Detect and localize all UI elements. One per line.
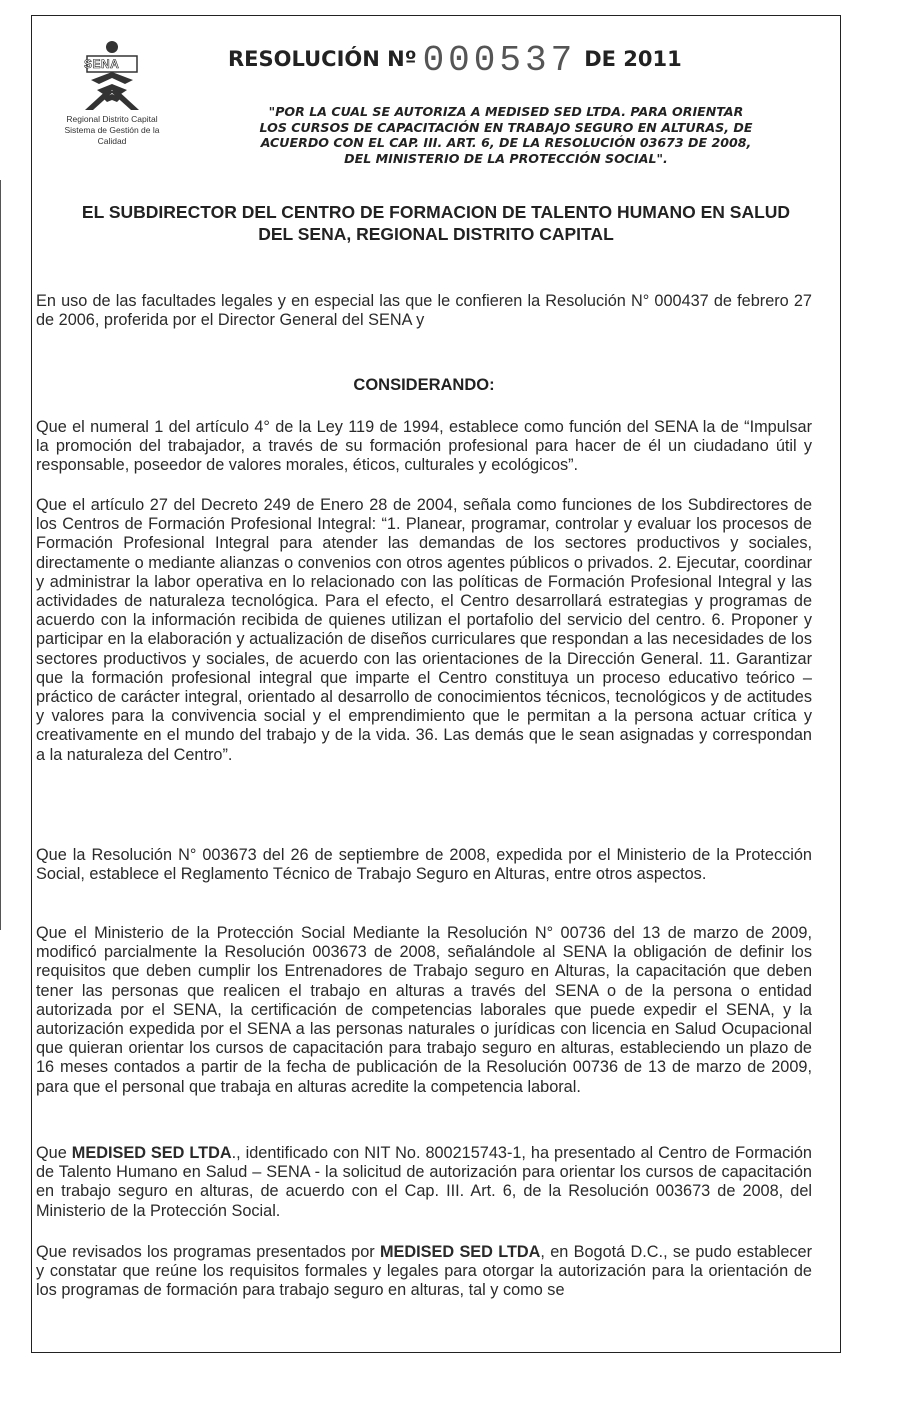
subtitle-line-1: "POR LA CUAL SE AUTORIZA A MEDISED SED LTDA. PARA ORIENTAR (268, 104, 744, 119)
paragraph-1-text: Que el numeral 1 del artículo 4° de la Ley 119 de 1994, establece como función del SENA la de “Impulsar la promoción del trabajador, a través de su formación profesional para hacer de él un ciudadano útil y responsable, poseedor de valores morales, éticos, culturales y ecológicos”. (36, 418, 812, 475)
title-prefix: RESOLUCIÓN Nº (228, 47, 417, 71)
paragraph-1 (36, 418, 812, 476)
paragraph-2 (36, 496, 812, 765)
paragraph-6 (36, 1243, 812, 1301)
paragraph-6-post: , en Bogotá D.C., se pudo establecer y constatar que reúne los requisitos formales y legales para otorgar la autorización para la orientación de los programas de formación para trabajo seguro en alturas, tal y como se (36, 1243, 812, 1300)
paragraph-4 (36, 924, 812, 1097)
authority-line-2: DEL SENA, REGIONAL DISTRITO CAPITAL (258, 224, 614, 244)
paragraph-2-text: Que el artículo 27 del Decreto 249 de Enero 28 de 2004, señala como funciones de los Subdirectores de los Centros de Formación Profesional Integral: “1. Planear, programar, controlar y evaluar los procesos de Formación Profesional Integral para atender las demandas de los sectores productivos y sociales, directamente o mediante alianzas o convenios con otros agentes públicos o privados. 2. Ejecutar, coordinar y administrar la labor operativa en lo relacionado con las políticas de Formación Profesional Integral y las actividades de naturaleza tecnológica. Para el efecto, el Centro desarrollará estrategias y programas de acuerdo con la información recibida de quienes utilizan el portafolio del servicio del centro. 6. Proponer y participar en la elaboración y actualización de diseños curriculares que respondan a las necesidades de los sectores productivos y sociales, de acuerdo con las orientaciones de la Dirección General. 11. Garantizar que la formación profesional integral que imparte el Centro constituya un proceso educativo teórico – práctico de carácter integral, orientado al desarrollo de conocimientos técnicos, tecnológicos y de actitudes y valores para la convivencia social y el emprendimiento que le permitan a la persona actuar crítica y creativamente en el mundo del trabajo y de la vida. 36. Las demás que le sean asignadas y correspondan a la naturaleza del Centro”. (36, 496, 812, 764)
intro-text: En uso de las facultades legales y en especial las que le confieren la Resolución N° 000437 de febrero 27 de 2006, proferida por el Director General del SENA y (36, 292, 812, 330)
paragraph-6-pre: Que revisados los programas presentados por (36, 1243, 380, 1261)
paragraph-5-pre: Que (36, 1144, 72, 1162)
subtitle-line-4: DEL MINISTERIO DE LA PROTECCIÓN SOCIAL". (344, 150, 668, 166)
logo-caption-line-1: Regional Distrito Capital (66, 114, 158, 124)
paragraph-3-text: Que la Resolución N° 003673 del 26 de septiembre de 2008, expedida por el Ministerio de la Protección Social, establece el Reglamento Técnico de Trabajo Seguro en Alturas, entre otros aspectos. (36, 846, 812, 884)
resolution-subtitle (220, 104, 792, 166)
sena-logo-icon (77, 40, 147, 112)
paragraph-3 (36, 846, 812, 884)
sena-logo-block (52, 40, 172, 147)
resolution-number-stamp: 000537 (422, 40, 577, 81)
company-name: MEDISED SED LTDA (379, 1243, 541, 1261)
company-name: MEDISED SED LTDA (71, 1144, 232, 1162)
paragraph-5 (36, 1144, 812, 1221)
paragraph-5-text (36, 1144, 812, 1221)
title-suffix: DE 2011 (584, 47, 682, 71)
scan-edge-line (0, 180, 1, 930)
issuing-authority (36, 201, 836, 245)
sena-logo-text: SENA (84, 57, 120, 71)
authority-line-1: EL SUBDIRECTOR DEL CENTRO DE FORMACION DE TALENTO HUMANO EN SALUD (81, 202, 791, 222)
paragraph-6-text (36, 1243, 812, 1301)
logo-caption-line-2: Sistema de Gestión de la (64, 125, 160, 135)
logo-caption-line-3: Calidad (97, 136, 127, 146)
intro-paragraph (36, 292, 812, 330)
considerando-heading: CONSIDERANDO: (353, 376, 495, 394)
subtitle-line-3: ACUERDO CON EL CAP. III. ART. 6, DE LA RESOLUCIÓN 03673 DE 2008, (260, 135, 752, 150)
subtitle-line-2: LOS CURSOS DE CAPACITACIÓN EN TRABAJO SEGURO EN ALTURAS, DE (259, 119, 753, 135)
page-title (228, 40, 788, 81)
paragraph-4-text: Que el Ministerio de la Protección Social Mediante la Resolución N° 00736 del 13 de marzo de 2009, modificó parcialmente la Resolución 003673 de 2008, señalándole al SENA la obligación de definir los requisitos que deben cumplir los Entrenadores de Trabajo seguro en Alturas, la capacitación que deben tener las personas que realicen el trabajo en alturas a través del SENA o de la persona o entidad autorizada por el SENA, la certificación de competencias laborales que puede expedir el SENA, y la autorización expedida por el SENA a las personas naturales o jurídicas con licencia en Salud Ocupacional que quieran orientar los cursos de capacitación para trabajo seguro en alturas, estableciendo un plazo de 16 meses contados a partir de la fecha de publicación de la Resolución 00736 de 13 de marzo de 2009, para que el personal que trabaja en alturas acredite la competencia laboral. (36, 924, 812, 1096)
logo-caption (52, 114, 172, 147)
paragraph-5-post: ., identificado con NIT No. 800215743-1, ha presentado al Centro de Formación de Talento Humano en Salud – SENA - la solicitud de autorización para orientar los cursos de capacitación en trabajo seguro en alturas, de acuerdo con el Cap. III. Art. 6, de la Resolución 003673 de 2008, del Ministerio de la Protección Social. (36, 1144, 812, 1220)
